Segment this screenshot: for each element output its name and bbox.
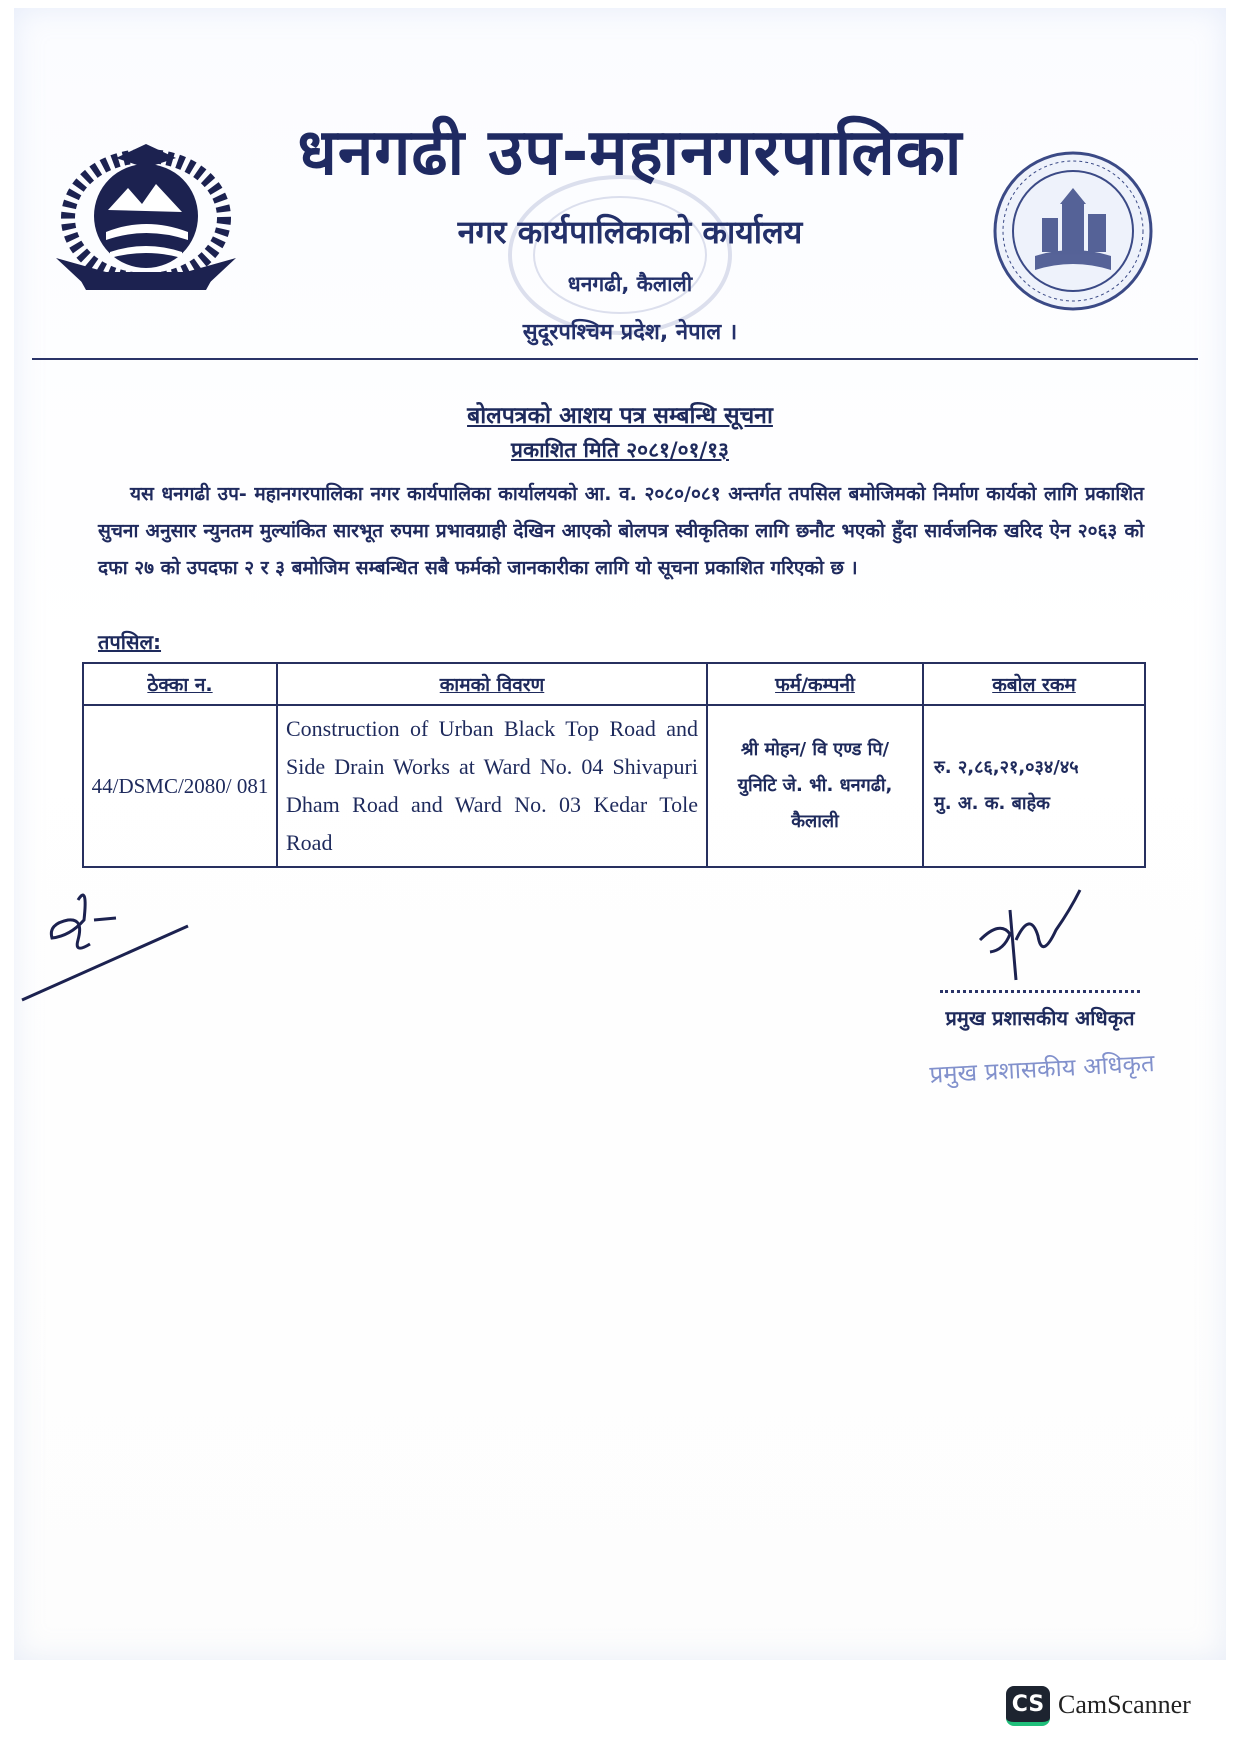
camscanner-brand: CamScanner: [1058, 1690, 1191, 1719]
contract-no-cell: 44/DSMC/2080/ 081: [83, 705, 277, 867]
bid-amount: रु. २,८६,२१,०३४/४५: [934, 757, 1079, 778]
faint-office-stamp: [500, 170, 740, 340]
left-signature: [18, 880, 198, 1010]
bid-amount-cell: [923, 705, 1145, 867]
municipality-seal: [990, 148, 1156, 314]
contract-table: [82, 662, 1146, 868]
signature-line: [940, 990, 1140, 993]
header-firm: फर्म/कम्पनी: [707, 663, 923, 705]
municipality-title: धनगढी उप-महानगरपालिका: [297, 116, 963, 190]
firm-line: श्री मोहन/ वि एण्ड पि/: [740, 739, 890, 760]
work-description-cell: Construction of Urban Black Top Road and Side Drain Works at Ward No. 04 Shivapuri Dham Road and Ward No. 03 Kedar Tole Road: [277, 705, 707, 867]
firm-line: युनिटि जे. भी. धनगढी,: [737, 775, 893, 796]
notice-body: यस धनगढी उप- महानगरपालिका नगर कार्यपालिका कार्यालयको आ. व. २०८०/०८१ अन्तर्गत तपसिल बमोजिमको निर्माण कार्यको लागि प्रकाशित सुचना अनुसार न्युनतम मुल्यांकित सारभूत रुपमा प्रभावग्राही देखिन आएको बोलपत्र स्वीकृतिका लागि छनौट भएको हुँदा सार्वजनिक खरिद ऐन २०६३ को दफा २७ को उपदफा २ र ३ बमोजिम सम्बन्धित सबै फर्मको जानकारीका लागि यो सूचना प्रकाशित गरिएको छ ।: [98, 483, 1144, 579]
published-date: प्रकाशित मिति २०८१/०१/१३: [511, 438, 729, 462]
details-label: तपसिल:: [98, 630, 162, 654]
notice-title: बोलपत्रको आशय पत्र सम्बन्धि सूचना: [467, 403, 773, 429]
right-signature: [960, 880, 1100, 990]
camscanner-logo-icon: CS: [1006, 1686, 1050, 1726]
officer-designation: प्रमुख प्रशासकीय अधिकृत: [945, 1006, 1135, 1030]
designation-stamp: प्रमुख प्रशासकीय अधिकृत: [928, 1049, 1156, 1089]
header-work-description: कामको विवरण: [277, 663, 707, 705]
firm-line: कैलाली: [791, 811, 839, 832]
office-name: नगर कार्यपालिकाको कार्यालय: [457, 213, 803, 251]
header-bid-amount: कबोल रकम: [923, 663, 1145, 705]
table-header-row: [83, 663, 1145, 705]
header-divider: [32, 358, 1198, 360]
table-row: [83, 705, 1145, 867]
firm-cell: [707, 705, 923, 867]
header-contract-no: ठेक्का न.: [83, 663, 277, 705]
government-emblem: [46, 140, 246, 300]
vat-note: मु. अ. क. बाहेक: [934, 793, 1050, 814]
province-line: सुदूरपश्चिम प्रदेश, नेपाल ।: [522, 320, 738, 345]
office-location: धनगढी, कैलाली: [567, 272, 693, 296]
